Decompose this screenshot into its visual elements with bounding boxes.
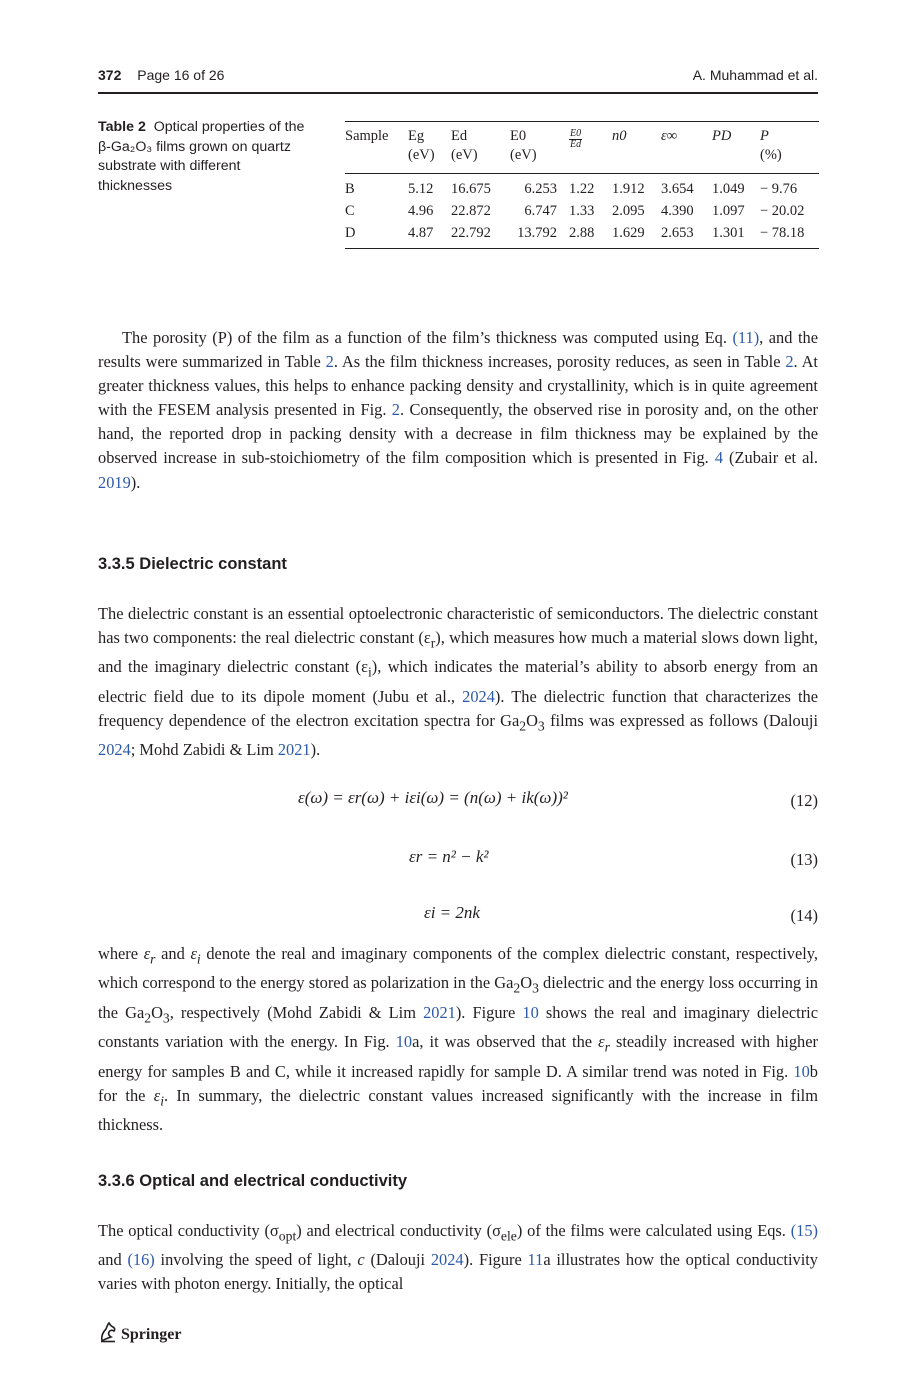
col-ratio: $\frac{E0}{Ed}$ (570, 128, 582, 150)
paragraph-conductivity: The optical conductivity $(\sigma_{opt})$ and electrical conductivity $(\sigma_{ele})$ of the films were calculated using Eqs. (15) and (16) involving the speed of light, c (Dalouji 2024). Figure 11a illustrates how the optical conductivity varies with photon energy. Initially, the optical (98, 1221, 819, 1294)
equation-number-12: (12) (790, 791, 818, 810)
page-number: 372 (98, 67, 122, 83)
col-ed: Ed (eV) (451, 128, 478, 163)
equation-12: ε(ω) = εr(ω) + iεi(ω) = (n(ω) + ik(ω))² (298, 788, 568, 807)
figure-link[interactable]: 2 (391, 400, 400, 420)
table-link[interactable]: 2 (785, 352, 794, 372)
reference-link[interactable]: 2021 (277, 740, 311, 760)
table-link[interactable]: 2 (325, 352, 334, 372)
table-cell: 2.88 (569, 225, 595, 242)
reference-link[interactable]: 2024 (430, 1250, 464, 1270)
table-cell: 2.095 (612, 202, 645, 219)
figure-link[interactable]: 10 (793, 1061, 810, 1081)
table-cell: 6.253 (524, 181, 557, 198)
table-cell: 1.629 (612, 225, 645, 242)
reference-link[interactable]: 2024 (462, 686, 495, 706)
table-cell: − 9.76 (760, 181, 798, 198)
table-cell: 22.792 (451, 225, 491, 242)
table-cell: 4.390 (661, 202, 694, 219)
table-caption-text: Optical properties of the β-Ga₂O₃ films grown on quartz substrate with different thicknesses (98, 119, 305, 194)
table-cell: 2.653 (661, 225, 694, 242)
header-rule (98, 92, 818, 94)
table-row (345, 199, 819, 224)
page-of: Page 16 of 26 (137, 67, 225, 83)
table-cell: 1.912 (612, 181, 645, 198)
equation-14: εi = 2nk (424, 903, 480, 922)
section-heading-335: 3.3.5 Dielectric constant (98, 555, 287, 573)
table-cell: 1.097 (712, 202, 745, 219)
optical-properties-table (345, 121, 819, 249)
table-cell: C (345, 202, 355, 219)
section-heading-336: 3.3.6 Optical and electrical conductivity (98, 1172, 408, 1190)
reference-link[interactable]: 2019 (98, 472, 131, 492)
publisher-name: Springer (121, 1326, 182, 1343)
col-sample: Sample (345, 128, 389, 144)
paragraph-porosity: The porosity (P) of the film as a function of the film’s thickness was computed using Eq. (11), and the results were summarized in Table 2. As the film thickness increases, porosity reduces, as seen in Table 2. At greater thickness values, this helps to enhance packing density and crystallinity, which is in quite agreement with the FESEM analysis presented in Fig. 2. Consequently, the observed rise in porosity and, on the other hand, the reported drop in packing density with a decrease in film thickness may be explained by the observed increase in sub-stoichiometry of the film composition which is presented in Fig. 4 (Zubair et al. 2019). (98, 328, 818, 492)
springer-logo (98, 1321, 181, 1344)
table-cell: 1.22 (569, 181, 595, 198)
eq-link[interactable]: (11) (732, 328, 760, 347)
equation-number-14: (14) (790, 906, 818, 925)
reference-link[interactable]: 2024 (98, 740, 131, 760)
figure-link[interactable]: 11 (527, 1250, 544, 1270)
table-cell: 3.654 (661, 181, 694, 198)
table-cell: D (345, 225, 356, 242)
table-cell: 4.87 (408, 225, 434, 242)
table-cell: 4.96 (408, 202, 434, 219)
table-cell: − 78.18 (760, 225, 805, 242)
table-cell: 5.12 (408, 181, 434, 198)
col-pd: PD (712, 128, 732, 144)
figure-link[interactable]: 10 (522, 1002, 539, 1022)
eq-link[interactable]: (15) (790, 1221, 819, 1240)
table-cell: 1.049 (712, 181, 745, 198)
col-p: P (%) (760, 128, 782, 163)
equation-13: εr = n² − k² (409, 847, 489, 866)
col-n0: n0 (612, 128, 627, 144)
table-cell: 13.792 (517, 225, 557, 242)
table-cell: 1.301 (712, 225, 745, 242)
eq-link[interactable]: (16) (127, 1250, 155, 1270)
table-cell: 6.747 (524, 202, 557, 219)
table-cell: 16.675 (451, 181, 491, 198)
equation-number-13: (13) (790, 850, 818, 869)
figure-link[interactable]: 4 (714, 448, 724, 468)
paragraph-dielectric: The dielectric constant is an essential optoelectronic characteristic of semiconductors. The dielectric constant has two components: the real dielectric constant $(\varepsilon_r)$, which measures how much a material slows down light, and the imaginary dielectric constant $(\varepsilon_i)$, which indicates the material’s ability to absorb energy from an electric field due to its dipole moment (Jubu et al., 2024). The dielectric function that characterizes the frequency dependence of the electron excitation spectra for $Ga_2O_3$ films was expressed as follows (Dalouji 2024; Mohd Zabidi & Lim 2021). (98, 604, 818, 760)
authors: A. Muhammad et al. (692, 67, 818, 83)
springer-horse-icon (98, 1321, 118, 1343)
table-header-row (345, 122, 819, 174)
table-caption (98, 118, 316, 196)
table-cell: 1.33 (569, 202, 595, 219)
table-row (345, 174, 819, 199)
table-cell: − 20.02 (760, 202, 805, 219)
table-cell: 22.872 (451, 202, 491, 219)
table-cell: B (345, 181, 355, 198)
running-head (98, 67, 818, 89)
table-row (345, 224, 819, 249)
col-e0: E0 (eV) (510, 128, 537, 163)
col-einf: ε∞ (661, 128, 678, 144)
reference-link[interactable]: 2021 (423, 1002, 456, 1022)
col-eg: Eg (eV) (408, 128, 435, 163)
figure-link[interactable]: 10 (395, 1032, 413, 1052)
table-caption-label: Table 2 (98, 119, 146, 135)
paragraph-dielectric-components: where $\varepsilon_r$ and $\varepsilon_i$ denote the real and imaginary components of the complex dielectric constant, respectively, which correspond to the energy stored as polarization in the $Ga_2O_3$ dielectric and the energy loss occurring in the $Ga_2O_3$, respectively (Mohd Zabidi & Lim 2021). Figure 10 shows the real and imaginary dielectric constants variation with the energy. In Fig. 10a, it was observed that the $\varepsilon_r$ steadily increased with higher energy for samples B and C, while it increased rapidly for sample D. A similar trend was noted in Fig. 10b for the $\varepsilon_i$. In summary, the dielectric constant values increased significantly with the increase in film thickness. (98, 944, 819, 1134)
